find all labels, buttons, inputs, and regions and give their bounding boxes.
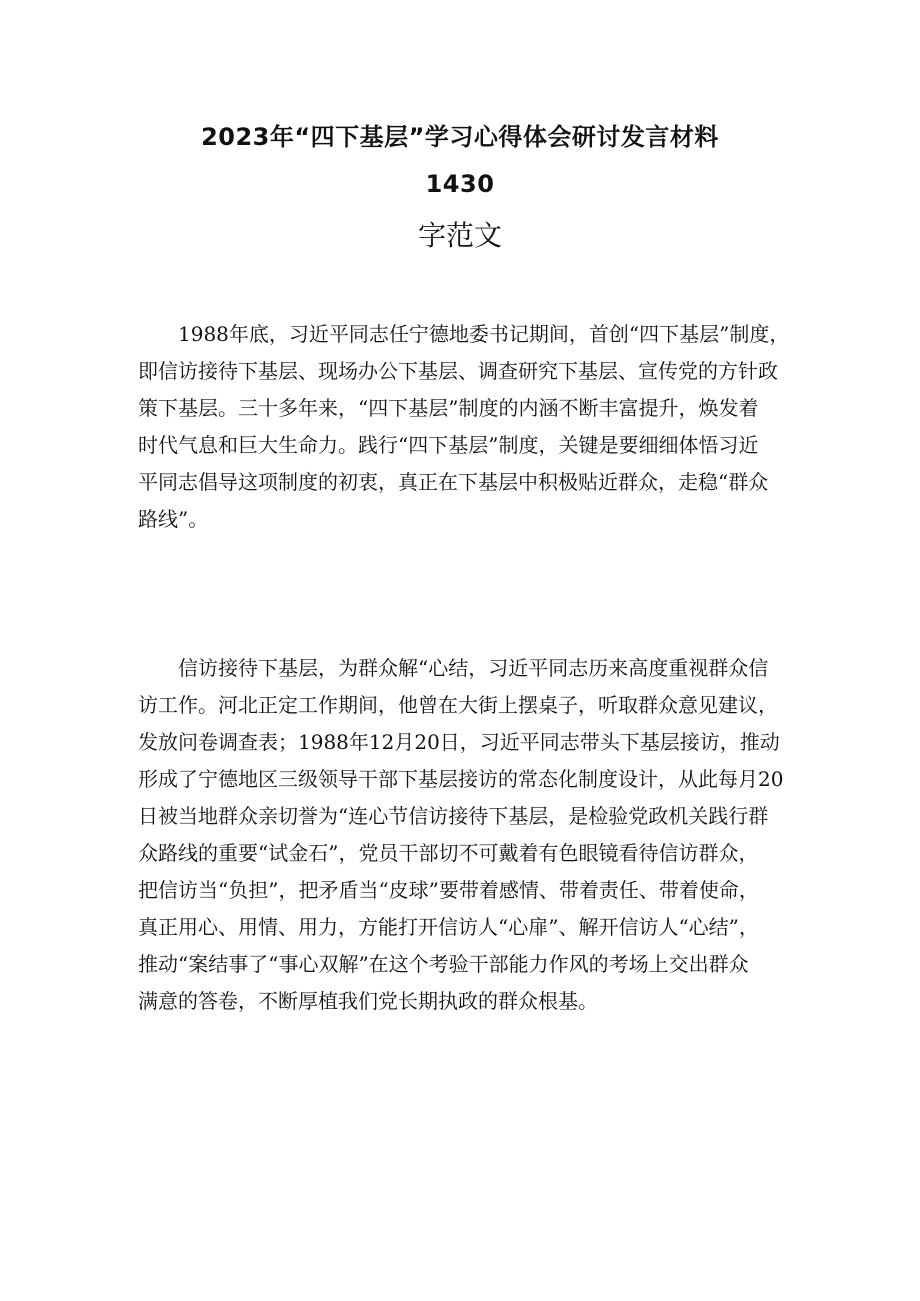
paragraph-2 <box>138 650 798 1020</box>
paragraph-line: 路线”。 <box>138 507 209 531</box>
document-subtitle: 字范文 <box>417 219 502 252</box>
paragraph-line: 时代气息和巨大生命力。践行“四下基层”制度，关键是要细细体悟习近 <box>138 433 759 457</box>
paragraph-line: 推动“案结事了“事心双解”在这个考验干部能力作风的考场上交出群众 <box>138 952 749 976</box>
document-title-line-2: 1430 <box>425 170 495 198</box>
document-title-line-1: 2023年“四下基层”学习心得体会研讨发言材料 <box>201 123 719 151</box>
paragraph-line: 策下基层。三十多年来，“四下基层”制度的内涵不断丰富提升，焕发着 <box>138 396 759 420</box>
paragraph-line: 平同志倡导这项制度的初衷，真正在下基层中积极贴近群众，走稳“群众 <box>138 470 769 494</box>
paragraph-line: 即信访接待下基层、现场办公下基层、调查研究下基层、宣传党的方针政 <box>138 359 778 383</box>
paragraph-1 <box>138 316 798 538</box>
paragraph-line: 日被当地群众亲切誉为“连心节信访接待下基层，是检验党政机关践行群 <box>138 804 769 828</box>
paragraph-line: 1988年底，习近平同志任宁德地委书记期间，首创“四下基层”制度， <box>178 322 790 346</box>
paragraph-line: 真正用心、用情、用力，方能打开信访人“心扉”、解开信访人“心结”， <box>138 915 759 939</box>
paragraph-line: 形成了宁德地区三级领导干部下基层接访的常态化制度设计，从此每月20 <box>138 767 784 791</box>
paragraph-line: 把信访当“负担”，把矛盾当“皮球”要带着感情、带着责任、带着使命， <box>138 878 759 902</box>
paragraph-line: 发放问卷调查表；1988年12月20日，习近平同志带头下基层接访，推动 <box>138 730 780 754</box>
paragraph-line: 信访接待下基层，为群众解“心结，习近平同志历来高度重视群众信 <box>178 656 769 680</box>
paragraph-line: 访工作。河北正定工作期间，他曾在大街上摆桌子，听取群众意见建议， <box>138 693 778 717</box>
paragraph-line: 众路线的重要“试金石”，党员干部切不可戴着有色眼镜看待信访群众， <box>138 841 759 865</box>
paragraph-line: 满意的答卷，不断厚植我们党长期执政的群众根基。 <box>138 989 598 1013</box>
